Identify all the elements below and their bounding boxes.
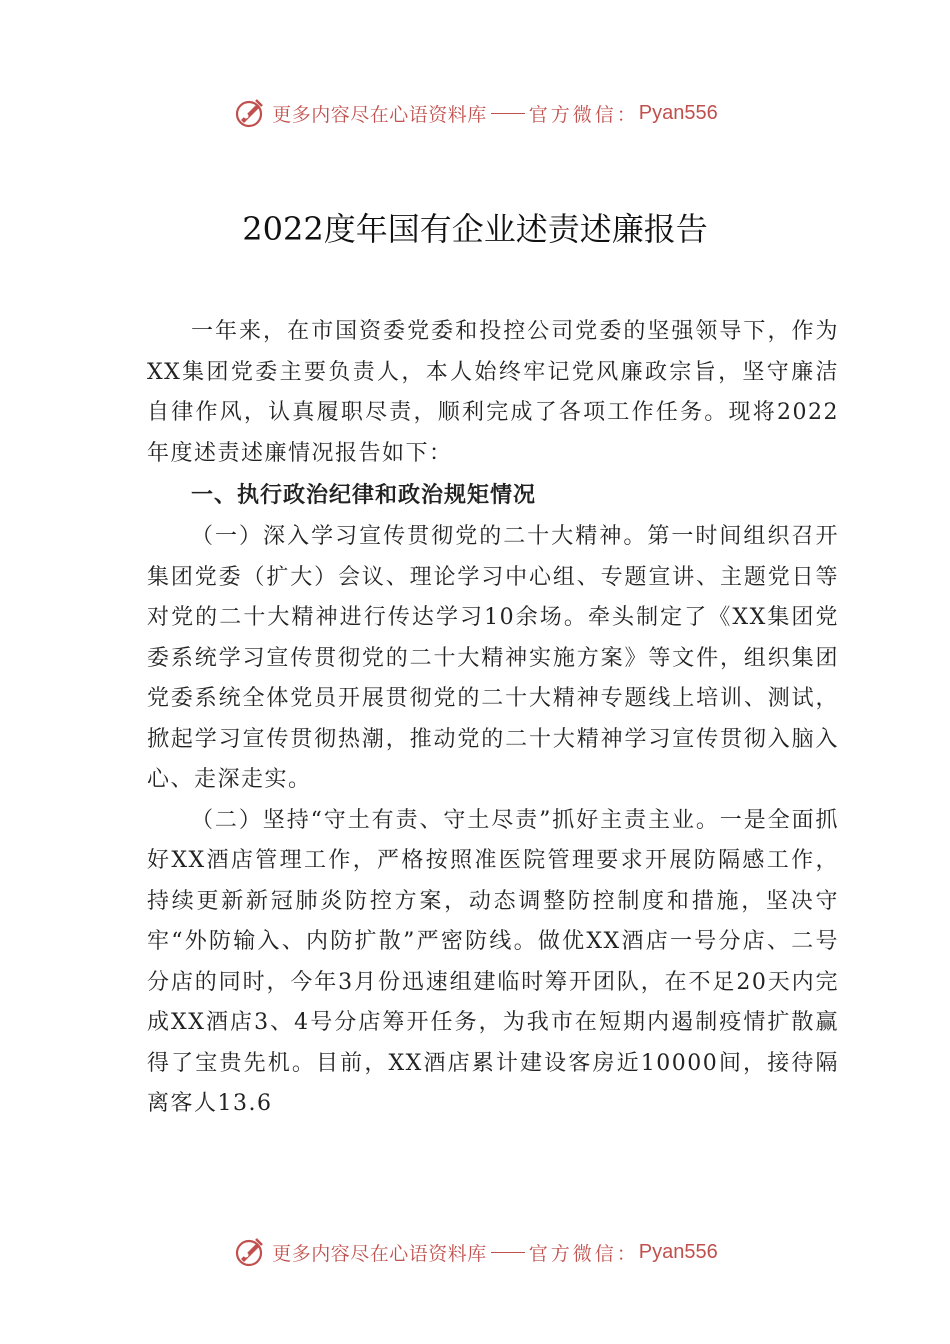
footer-banner bbox=[0, 1232, 950, 1272]
paragraph-2: （二）坚持“守土有责、守土尽责”抓好主责主业。一是全面抓好XX酒店管理工作，严格按照准医院管理要求开展防隔感工作，持续更新新冠肺炎防控方案，动态调整防控制度和措施，坚决守牢“外防输入、内防扩散”严密防线。做优XX酒店一号分店、二号分店的同时，今年3月份迅速组建临时筹开团队，在不足20天内完成XX酒店3、4号分店筹开任务，为我市在短期内遏制疫情扩散赢得了宝贵先机。目前，XX酒店累计建设客房近10000间，接待隔离客人13.6 bbox=[147, 807, 839, 1116]
intro-paragraph: 一年来，在市国资委党委和投控公司党委的坚强领导下，作为XX集团党委主要负责人，本人始终牢记党风廉政宗旨，坚守廉洁自律作风，认真履职尽责，顺利完成了各项工作任务。现将2022年度述责述廉情况报告如下： bbox=[147, 319, 839, 466]
wechat-label: 官方微信： bbox=[528, 103, 639, 126]
paragraph-1: （一）深入学习宣传贯彻党的二十大精神。第一时间组织召开集团党委（扩大）会议、理论学习中心组、专题宣讲、主题党日等对党的二十大精神进行传达学习10余场。牵头制定了《XX集团党委系统学习宣传贯彻党的二十大精神实施方案》等文件，组织集团党委系统全体党员开展贯彻党的二十大精神专题线上培训、测试，掀起学习宣传贯彻热潮，推动党的二十大精神学习宣传贯彻入脑入心、走深走实。 bbox=[147, 524, 839, 792]
document-body bbox=[147, 312, 839, 1125]
pen-seal-logo-icon bbox=[232, 1235, 266, 1269]
wechat-id: Pyan556 bbox=[638, 101, 718, 124]
banner-divider bbox=[491, 1252, 525, 1253]
brand-text: 更多内容尽在心语资料库 bbox=[272, 103, 487, 126]
document-title: 2022度年国有企业述责述廉报告 bbox=[242, 210, 708, 248]
header-banner bbox=[0, 93, 950, 133]
pen-seal-logo-icon bbox=[232, 96, 266, 130]
banner-divider bbox=[491, 113, 525, 114]
section-heading: 一、执行政治纪律和政治规矩情况 bbox=[191, 483, 537, 508]
brand-text: 更多内容尽在心语资料库 bbox=[272, 1242, 487, 1265]
wechat-id: Pyan556 bbox=[638, 1240, 718, 1263]
wechat-label: 官方微信： bbox=[528, 1242, 639, 1265]
